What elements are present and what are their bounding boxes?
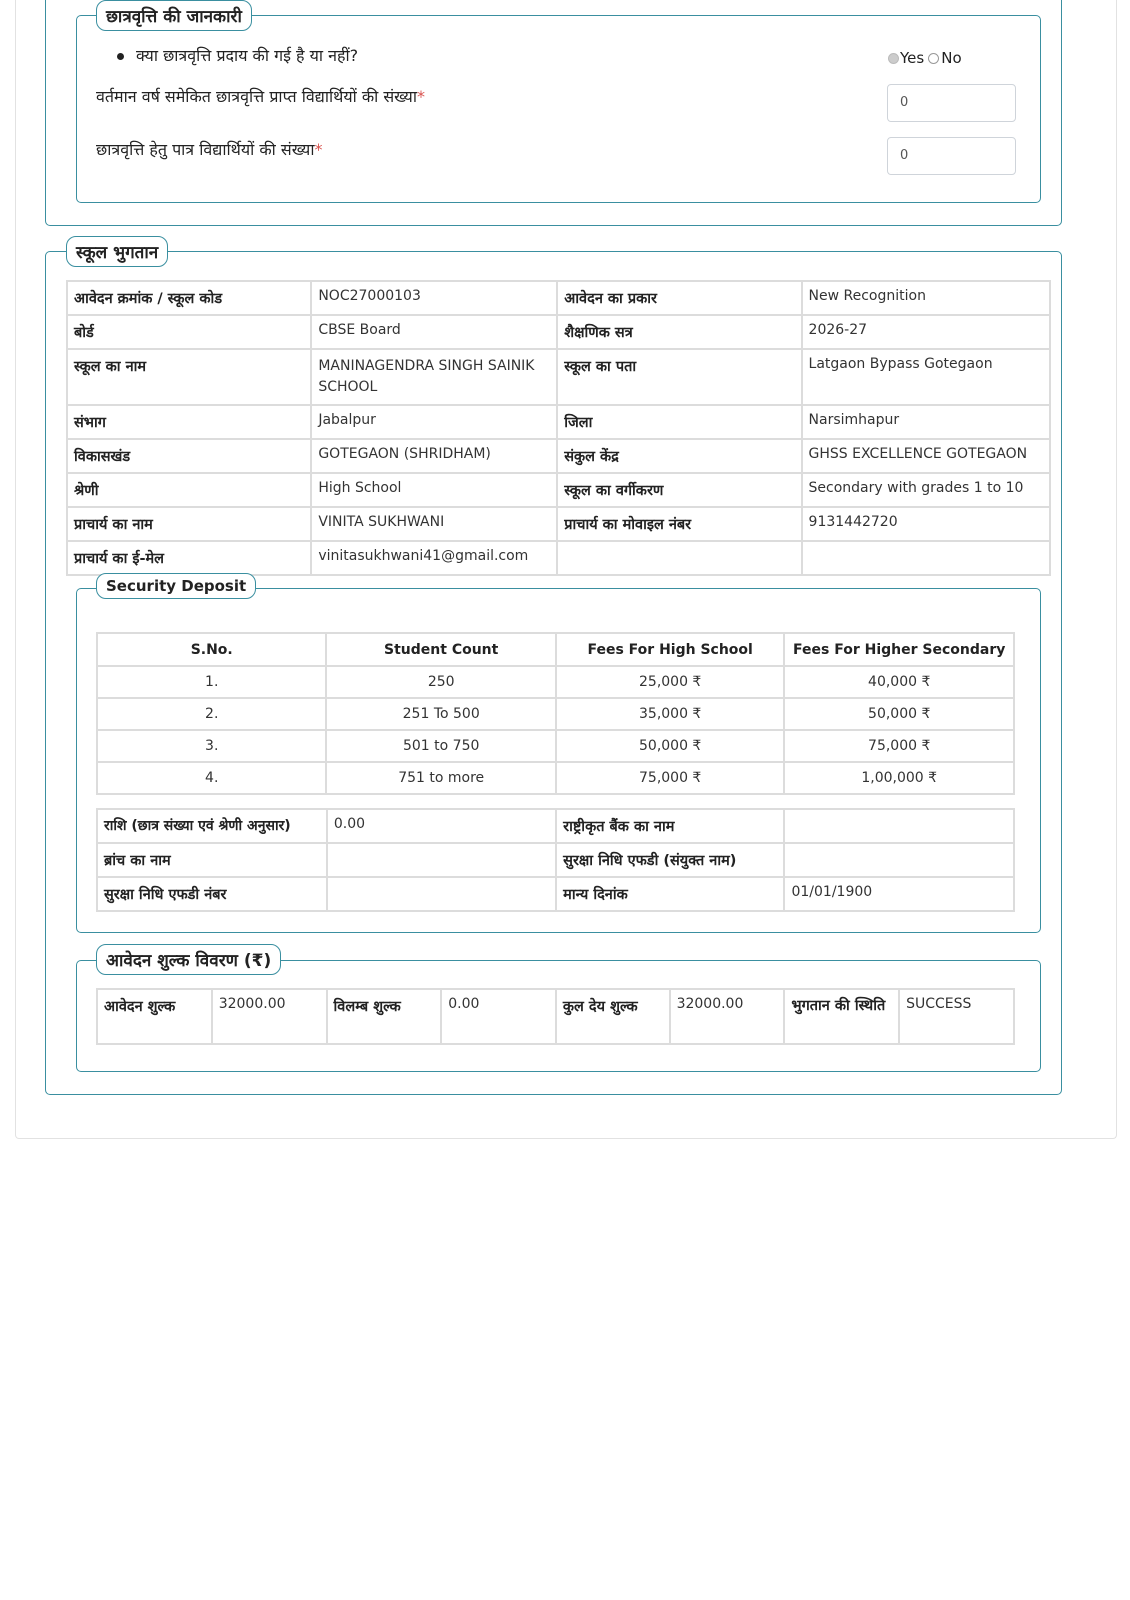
- table-row: [67, 473, 1050, 507]
- application-fee-legend: आवेदन शुल्क विवरण (₹): [96, 944, 281, 975]
- yes-radio[interactable]: [888, 53, 899, 64]
- label-valid-date: मान्य दिनांक: [556, 877, 784, 911]
- value-school-name: MANINAGENDRA SINGH SAINIK SCHOOL: [311, 349, 557, 405]
- table-row: [67, 405, 1050, 439]
- value-board: CBSE Board: [311, 315, 557, 349]
- cell-fee-higher-secondary: 40,000 ₹: [784, 666, 1014, 698]
- cell-sno: 3.: [97, 730, 326, 762]
- value-amount: 0.00: [327, 809, 556, 843]
- table-row: [97, 730, 1014, 762]
- value-session: 2026-27: [802, 315, 1050, 349]
- value-fd-joint-name: [784, 843, 1014, 877]
- cell-student-count: 251 To 500: [326, 698, 556, 730]
- value-cluster: GHSS EXCELLENCE GOTEGAON: [802, 439, 1050, 473]
- cell-fee-higher-secondary: 75,000 ₹: [784, 730, 1014, 762]
- label-school-address: स्कूल का पता: [557, 349, 801, 405]
- label-category: श्रेणी: [67, 473, 311, 507]
- value-application-code: NOC27000103: [311, 281, 557, 315]
- cell-fee-high-school: 25,000 ₹: [556, 666, 784, 698]
- table-row: [97, 843, 1014, 877]
- header-fees-high-school: Fees For High School: [556, 633, 784, 666]
- cell-student-count: 751 to more: [326, 762, 556, 794]
- header-student-count: Student Count: [326, 633, 556, 666]
- school-info-table: [66, 280, 1051, 576]
- table-row: [97, 877, 1014, 911]
- label-school-name: स्कूल का नाम: [67, 349, 311, 405]
- label-session: शैक्षणिक सत्र: [557, 315, 801, 349]
- label-board: बोर्ड: [67, 315, 311, 349]
- label-principal-mobile: प्राचार्य का मोवाइल नंबर: [557, 507, 801, 541]
- value-school-address: Latgaon Bypass Gotegaon: [802, 349, 1050, 405]
- yes-label[interactable]: Yes: [900, 49, 925, 67]
- label-total-fee: कुल देय शुल्क: [556, 989, 670, 1044]
- value-principal-email: vinitasukhwani41@gmail.com: [311, 541, 557, 575]
- label-district: जिला: [557, 405, 801, 439]
- empty-cell: [557, 541, 801, 575]
- value-bank-name: [784, 809, 1014, 843]
- table-row: [67, 439, 1050, 473]
- table-row: [67, 281, 1050, 315]
- scholarship-radio-group: [888, 49, 962, 67]
- cell-student-count: 250: [326, 666, 556, 698]
- value-payment-status: SUCCESS: [899, 989, 1014, 1044]
- cell-sno: 1.: [97, 666, 326, 698]
- label-application-type: आवेदन का प्रकार: [557, 281, 801, 315]
- label-bank-name: राष्ट्रीकृत बैंक का नाम: [556, 809, 784, 843]
- label-principal-email: प्राचार्य का ई-मेल: [67, 541, 311, 575]
- security-deposit-legend: Security Deposit: [96, 573, 256, 599]
- scholarship-eligible-count-label: छात्रवृत्ति हेतु पात्र विद्यार्थियों की संख्या*: [96, 140, 323, 159]
- header-fees-higher-secondary: Fees For Higher Secondary: [784, 633, 1014, 666]
- value-classification: Secondary with grades 1 to 10: [802, 473, 1050, 507]
- table-row: [67, 541, 1050, 575]
- label-classification: स्कूल का वर्गीकरण: [557, 473, 801, 507]
- value-valid-date: 01/01/1900: [784, 877, 1014, 911]
- school-payment-legend: स्कूल भुगतान: [66, 236, 168, 267]
- label-amount: राशि (छात्र संख्या एवं श्रेणी अनुसार): [97, 809, 327, 843]
- value-application-type: New Recognition: [802, 281, 1050, 315]
- value-fd-number: [327, 877, 556, 911]
- value-district: Narsimhapur: [802, 405, 1050, 439]
- bullet-icon: [117, 53, 124, 60]
- header-sno: S.No.: [97, 633, 326, 666]
- table-row: [67, 507, 1050, 541]
- security-deposit-fee-table: [96, 632, 1015, 795]
- cell-fee-higher-secondary: 50,000 ₹: [784, 698, 1014, 730]
- value-application-fee: 32000.00: [212, 989, 327, 1044]
- scholarship-eligible-count-input[interactable]: 0: [887, 137, 1016, 175]
- cell-fee-higher-secondary: 1,00,000 ₹: [784, 762, 1014, 794]
- value-principal-mobile: 9131442720: [802, 507, 1050, 541]
- security-deposit-details-table: [96, 808, 1015, 912]
- table-row: [97, 809, 1014, 843]
- table-row: [67, 349, 1050, 405]
- scholarship-legend: छात्रवृत्ति की जानकारी: [96, 0, 252, 31]
- cell-student-count: 501 to 750: [326, 730, 556, 762]
- label-fd-number: सुरक्षा निधि एफडी नंबर: [97, 877, 327, 911]
- label-branch-name: ब्रांच का नाम: [97, 843, 327, 877]
- label-application-code: आवेदन क्रमांक / स्कूल कोड: [67, 281, 311, 315]
- value-principal-name: VINITA SUKHWANI: [311, 507, 557, 541]
- no-radio[interactable]: [928, 53, 939, 64]
- cell-fee-high-school: 50,000 ₹: [556, 730, 784, 762]
- label-payment-status: भुगतान की स्थिति: [784, 989, 899, 1044]
- table-header-row: [97, 633, 1014, 666]
- cell-sno: 4.: [97, 762, 326, 794]
- label-block: विकासखंड: [67, 439, 311, 473]
- label-fd-joint-name: सुरक्षा निधि एफडी (संयुक्त नाम): [556, 843, 784, 877]
- application-fee-table: [96, 988, 1015, 1045]
- scholarship-received-count-input[interactable]: 0: [887, 84, 1016, 122]
- table-row: [97, 666, 1014, 698]
- value-total-fee: 32000.00: [670, 989, 785, 1044]
- label-late-fee: विलम्ब शुल्क: [327, 989, 442, 1044]
- table-row: [97, 989, 1014, 1044]
- table-row: [67, 315, 1050, 349]
- scholarship-question-provided: क्या छात्रवृत्ति प्रदाय की गई है या नहीं?: [117, 44, 358, 66]
- empty-cell: [802, 541, 1050, 575]
- value-block: GOTEGAON (SHRIDHAM): [311, 439, 557, 473]
- table-row: [97, 762, 1014, 794]
- cell-fee-high-school: 75,000 ₹: [556, 762, 784, 794]
- label-division: संभाग: [67, 405, 311, 439]
- scholarship-received-count-label: वर्तमान वर्ष समेकित छात्रवृत्ति प्राप्त विद्यार्थियों की संख्या*: [96, 87, 425, 106]
- label-application-fee: आवेदन शुल्क: [97, 989, 212, 1044]
- cell-sno: 2.: [97, 698, 326, 730]
- value-branch-name: [327, 843, 556, 877]
- no-label[interactable]: No: [941, 49, 962, 67]
- value-category: High School: [311, 473, 557, 507]
- cell-fee-high-school: 35,000 ₹: [556, 698, 784, 730]
- value-late-fee: 0.00: [441, 989, 556, 1044]
- label-cluster: संकुल केंद्र: [557, 439, 801, 473]
- table-row: [97, 698, 1014, 730]
- label-principal-name: प्राचार्य का नाम: [67, 507, 311, 541]
- value-division: Jabalpur: [311, 405, 557, 439]
